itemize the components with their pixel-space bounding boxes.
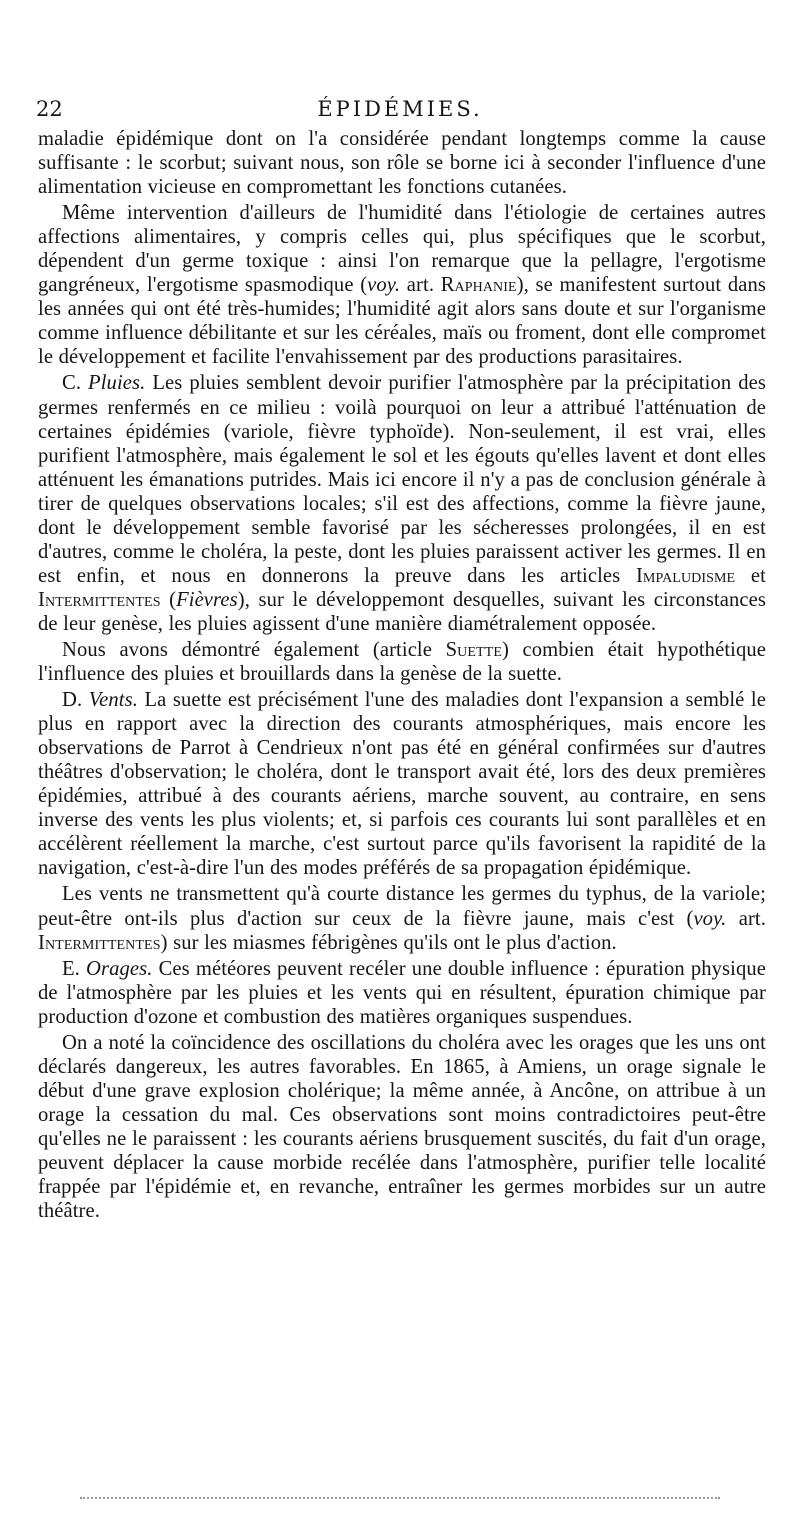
text-run: ( bbox=[160, 588, 177, 611]
text-run: On a noté la coïncidence des oscillations du choléra avec les orages que les uns ont déclarés dangereux, les autres favorables. En 1865, à Amiens, un orage signale le début d'une grave explosion cholérique; la même année, à Ancône, on attribue à un orage la cessation du mal. Ces observations sont moins contradictoires peut-être qu'elles ne le paraissent : les courants aériens brusquement suscités, du fait d'un orage, peuvent déplacer la cause morbide recélée dans l'atmosphère, purifier telle localité frappée par l'épidémie et, en revanche, entraîner les germes morbides sur un autre théâtre. bbox=[38, 1031, 766, 1223]
text-run: La suette est précisément l'une des maladies dont l'expansion a semblé le plus en rapport avec la direction des courants atmosphériques, mais encore les observations de Parrot à Cendrieux n'ont pas été en général confirmées sur d'autres théâtres d'observation; le choléra, dont le transport avait été, lors des deux premières épidémies, attribué à des courants aériens, marche souvent, au contraire, en sens inverse des vents les plus violents; et, si parfois ces courants lui sont parallèles et en accélèrent réellement la marche, c'est surtout parce qu'ils favorisent la rapidité de la navigation, c'est-à-dire l'un des modes préférés de sa propagation épidémique. bbox=[38, 689, 766, 880]
page-number: 22 bbox=[36, 97, 63, 121]
italic-text: voy. bbox=[367, 274, 401, 297]
italic-text: voy. bbox=[693, 907, 727, 930]
text-run: D. bbox=[62, 689, 89, 712]
text-run: Nous avons démontré également (article bbox=[62, 638, 446, 661]
paragraph bbox=[38, 201, 766, 369]
body-text bbox=[38, 127, 766, 1225]
text-run: Les pluies semblent devoir purifier l'atmosphère par la précipitation des germes renfermés en ce milieu : voilà pourquoi on leur a attribué l'atténuation de certaines épidémies (variole, fièvre typhoïde). Non-seulement, il est vrai, elles purifient l'atmosphère, mais également le sol et les égouts qu'elles lavent et dont elles atténuent les émanations putrides. Mais ici encore il n'y a pas de conclusion générale à tirer de quelques observations locales; s'il est des affections, comme la fièvre jaune, dont le développement semble favorisé par les sécheresses prolongées, il en est d'autres, comme le choléra, la peste, dont les pluies paraissent activer les germes. Il en est enfin, et nous en donnerons la preuve dans les articles bbox=[38, 372, 766, 587]
paragraph bbox=[38, 1031, 766, 1223]
text-run: Ces météores peuvent recéler une double influence : épuration physique de l'atmosphère par les pluies et les vents qui en résultent, épuration chimique par production d'ozone et combustion des matières organiques suspendues. bbox=[38, 957, 766, 1028]
text-run: et bbox=[735, 564, 766, 587]
text-run: Même intervention d'ailleurs de l'humidité dans l'étiologie de certaines autres affections alimentaires, y compris celles qui, plus spécifiques que le scorbut, dépendent d'un germe toxique : ainsi l'on remarque que la pellagre, l'ergotisme gangréneux, l'ergotisme spasmodique ( bbox=[38, 202, 766, 297]
page-header bbox=[36, 96, 764, 122]
cross-reference: Intermittentes bbox=[38, 931, 161, 954]
text-run: E. bbox=[62, 957, 87, 980]
paragraph bbox=[38, 882, 766, 954]
paragraph bbox=[38, 127, 766, 199]
paragraph bbox=[38, 957, 766, 1029]
italic-text: Fièvres bbox=[176, 588, 238, 611]
running-title: ÉPIDÉMIES. bbox=[317, 97, 483, 121]
paragraph bbox=[38, 371, 766, 636]
footer-rule bbox=[80, 1497, 720, 1499]
paragraph bbox=[38, 688, 766, 880]
text-run: ) sur les miasmes fébrigènes qu'ils ont le plus d'action. bbox=[160, 931, 617, 954]
text-run: art. bbox=[400, 274, 441, 297]
text-run: ), sur le développemont desquelles, suivant les circonstances de leur genèse, les pluies agissent d'une manière diamétralement opposée. bbox=[38, 588, 766, 635]
cross-reference: Intermittentes bbox=[38, 588, 161, 611]
text-run: Les vents ne transmettent qu'à courte distance les germes du typhus, de la variole; peut-être ont-ils plus d'action sur ceux de la fièvre jaune, mais c'est ( bbox=[38, 883, 766, 930]
cross-reference: Suette bbox=[445, 638, 502, 661]
text-run: maladie épidémique dont on l'a considérée pendant longtemps comme la cause suffisante : le scorbut; suivant nous, son rôle se borne ici à seconder l'influence d'une alimentation vicieuse en compromettant les fonctions cutanées. bbox=[38, 128, 766, 199]
text-run: art. bbox=[726, 907, 766, 930]
text-run: ), se manifestent surtout dans les années qui ont été très-humides; l'humidité agit alors sans doute et sur l'organisme comme influence débilitante et sur les céréales, maïs ou froment, dont elle compromet le développement et facilite l'envahissement par des productions parasitaires. bbox=[38, 274, 766, 369]
cross-reference: Impaludisme bbox=[635, 564, 736, 587]
paragraph bbox=[38, 638, 766, 686]
text-run: ) combien était hypothétique l'influence des pluies et brouillards dans la genèse de la suette. bbox=[38, 638, 766, 686]
italic-text: Vents. bbox=[88, 689, 138, 712]
italic-text: Pluies. bbox=[88, 372, 146, 395]
italic-text: Orages. bbox=[86, 957, 153, 980]
text-run: C. bbox=[62, 372, 89, 395]
cross-reference: Raphanie bbox=[440, 274, 517, 297]
